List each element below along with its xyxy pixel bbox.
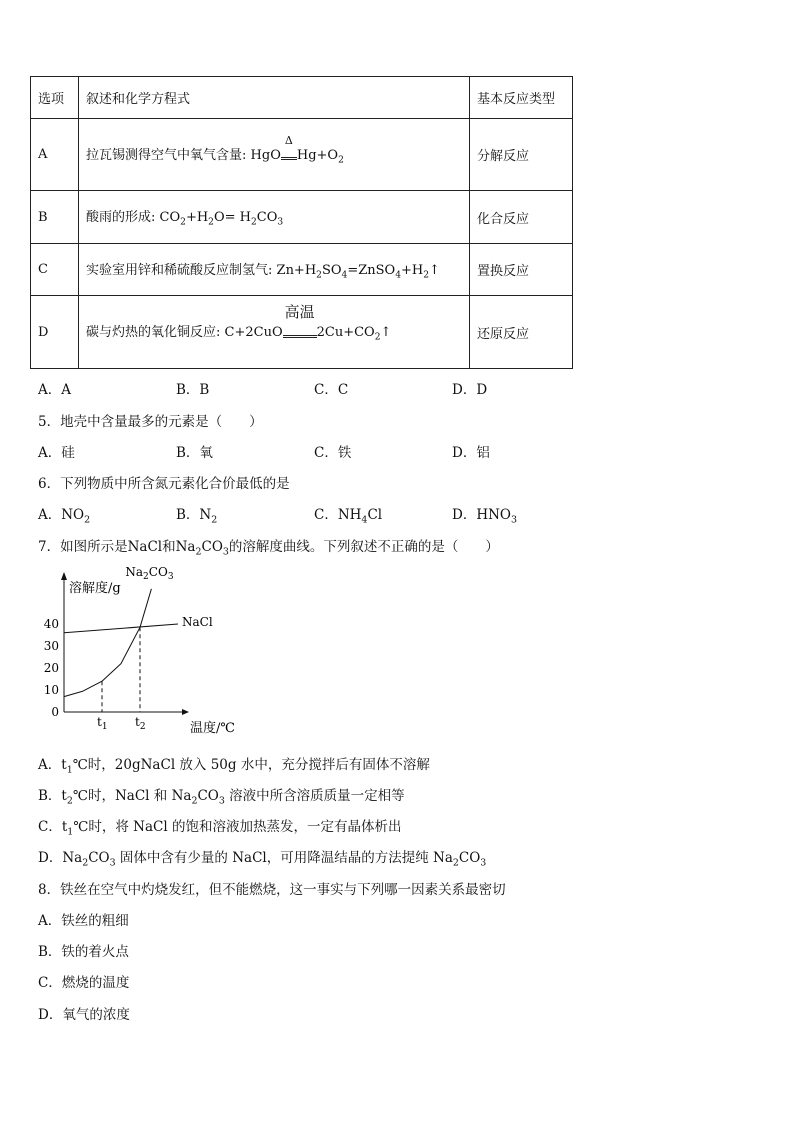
equation: HgO Δ $Hg+O_2$ [250,133,344,166]
q7-stem-post: 的溶解度曲线。下列叙述不正确的是（ ） [228,539,499,555]
x-tick-label: $t_1$ [97,715,108,732]
equation: $CO_2+H_2O= H_2CO_3$ [159,210,284,228]
q6-option-d[interactable]: D．$HNO_3$ [452,507,517,526]
na2co3-curve [64,589,151,697]
nacl-label: NaCl [182,615,213,629]
q8-stem: 8．铁丝在空气中灼烧发红，但不能燃烧，这一事实与下列哪一因素关系最密切 [38,882,506,898]
nacl-curve [64,624,178,633]
q4-option-a[interactable]: A．A [38,382,71,398]
q6-stem: 6．下列物质中所含氮元素化合价最低的是 [38,476,290,492]
table-row [31,244,573,296]
header-option: 选项 [31,77,79,119]
y-tick-label: 30 [43,639,59,653]
q6-option-a[interactable]: A．$NO_2$ [38,507,91,526]
x-tick-label: $t_2$ [135,715,146,732]
row-option: B [31,191,79,244]
row-desc-text: 碳与灼热的氧化铜反应: [86,325,221,341]
high-temp-condition [283,303,317,340]
q6-option-c[interactable]: C．$NH_4Cl$ [314,507,383,526]
solubility-chart [30,562,260,742]
y-axis-label: 溶解度/g [69,581,121,596]
row-reaction-type: 分解反应 [470,119,573,191]
row-reaction-type: 置换反应 [470,244,573,296]
q7-option-b[interactable]: B．$t_2℃$时，NaCl 和 $Na_2CO_3$ 溶液中所含溶质质量一定相等 [38,788,405,807]
y-tick-label: 10 [43,683,59,697]
q7-option-c[interactable]: C．$t_1℃$时，将 NaCl 的饱和溶液加热蒸发，一定有晶体析出 [38,819,402,838]
row-description [79,191,470,244]
table-row [31,191,573,244]
row-reaction-type: 还原反应 [470,296,573,369]
q7-option-a[interactable]: A．$t_1℃$时，20gNaCl 放入 50g 水中，充分搅拌后有固体不溶解 [38,757,430,776]
table-header-row [31,77,573,119]
q5-option-b[interactable]: B．氧 [176,445,213,461]
row-option: C [31,244,79,296]
q7-stem: 7．如图所示是NaCl和$Na_2CO_3$的溶解度曲线。下列叙述不正确的是（ ） [38,539,499,558]
q4-option-b[interactable]: B．B [176,382,210,398]
row-description [79,119,470,191]
row-description [79,296,470,369]
equation: $Zn+H_2SO_4=ZnSO_4+H_2↑$ [276,262,440,281]
q8-option-a[interactable]: A．铁丝的粗细 [38,913,129,929]
row-option: D [31,296,79,369]
heat-condition [281,133,297,163]
q5-stem: 5．地壳中含量最多的元素是（ ） [38,414,263,430]
row-reaction-type: 化合反应 [470,191,573,244]
q7-option-d[interactable]: D．$Na_2CO_3$ 固体中含有少量的 NaCl，可用降温结晶的方法提纯 $Na_2CO_3$ [38,850,487,869]
row-option: A [31,119,79,191]
row-desc-text: 酸雨的形成: [86,210,156,226]
x-axis-arrow [182,709,189,715]
row-desc-text: 拉瓦锡测得空气中氧气含量: [86,147,247,163]
reaction-type-table [30,76,573,369]
equation: C+2CuO 高温 $2Cu+CO_2↑$ [224,303,392,343]
q5-option-d[interactable]: D．铝 [452,445,490,461]
y-axis-arrow [61,572,67,580]
q8-option-d[interactable]: D．氧气的浓度 [38,1007,130,1023]
y-tick-label: 40 [43,617,59,631]
header-description: 叙述和化学方程式 [79,77,470,119]
y-tick-label: 20 [43,661,59,675]
q5-option-c[interactable]: C．铁 [314,445,352,461]
table-row [31,119,573,191]
q8-option-c[interactable]: C．燃烧的温度 [38,975,130,991]
table-row [31,296,573,369]
q5-option-a[interactable]: A．硅 [38,445,75,461]
na2co3-label: $Na_2CO_3$ [125,565,174,582]
x-axis-label: 温度/℃ [190,721,235,736]
q4-option-c[interactable]: C．C [314,382,349,398]
q4-option-d[interactable]: D．D [452,382,488,398]
row-description [79,244,470,296]
q8-option-b[interactable]: B．铁的着火点 [38,944,129,960]
y-tick-label: 0 [51,705,59,719]
q6-option-b[interactable]: B．$N_2$ [176,507,218,526]
high-temp-text: 高温 [284,303,315,322]
header-reaction-type: 基本反应类型 [470,77,573,119]
heat-symbol: Δ [284,133,293,147]
row-desc-text: 实验室用锌和稀硫酸反应制氢气: [86,262,273,278]
q7-stem-pre: 7．如图所示是NaCl和Na [38,539,196,555]
